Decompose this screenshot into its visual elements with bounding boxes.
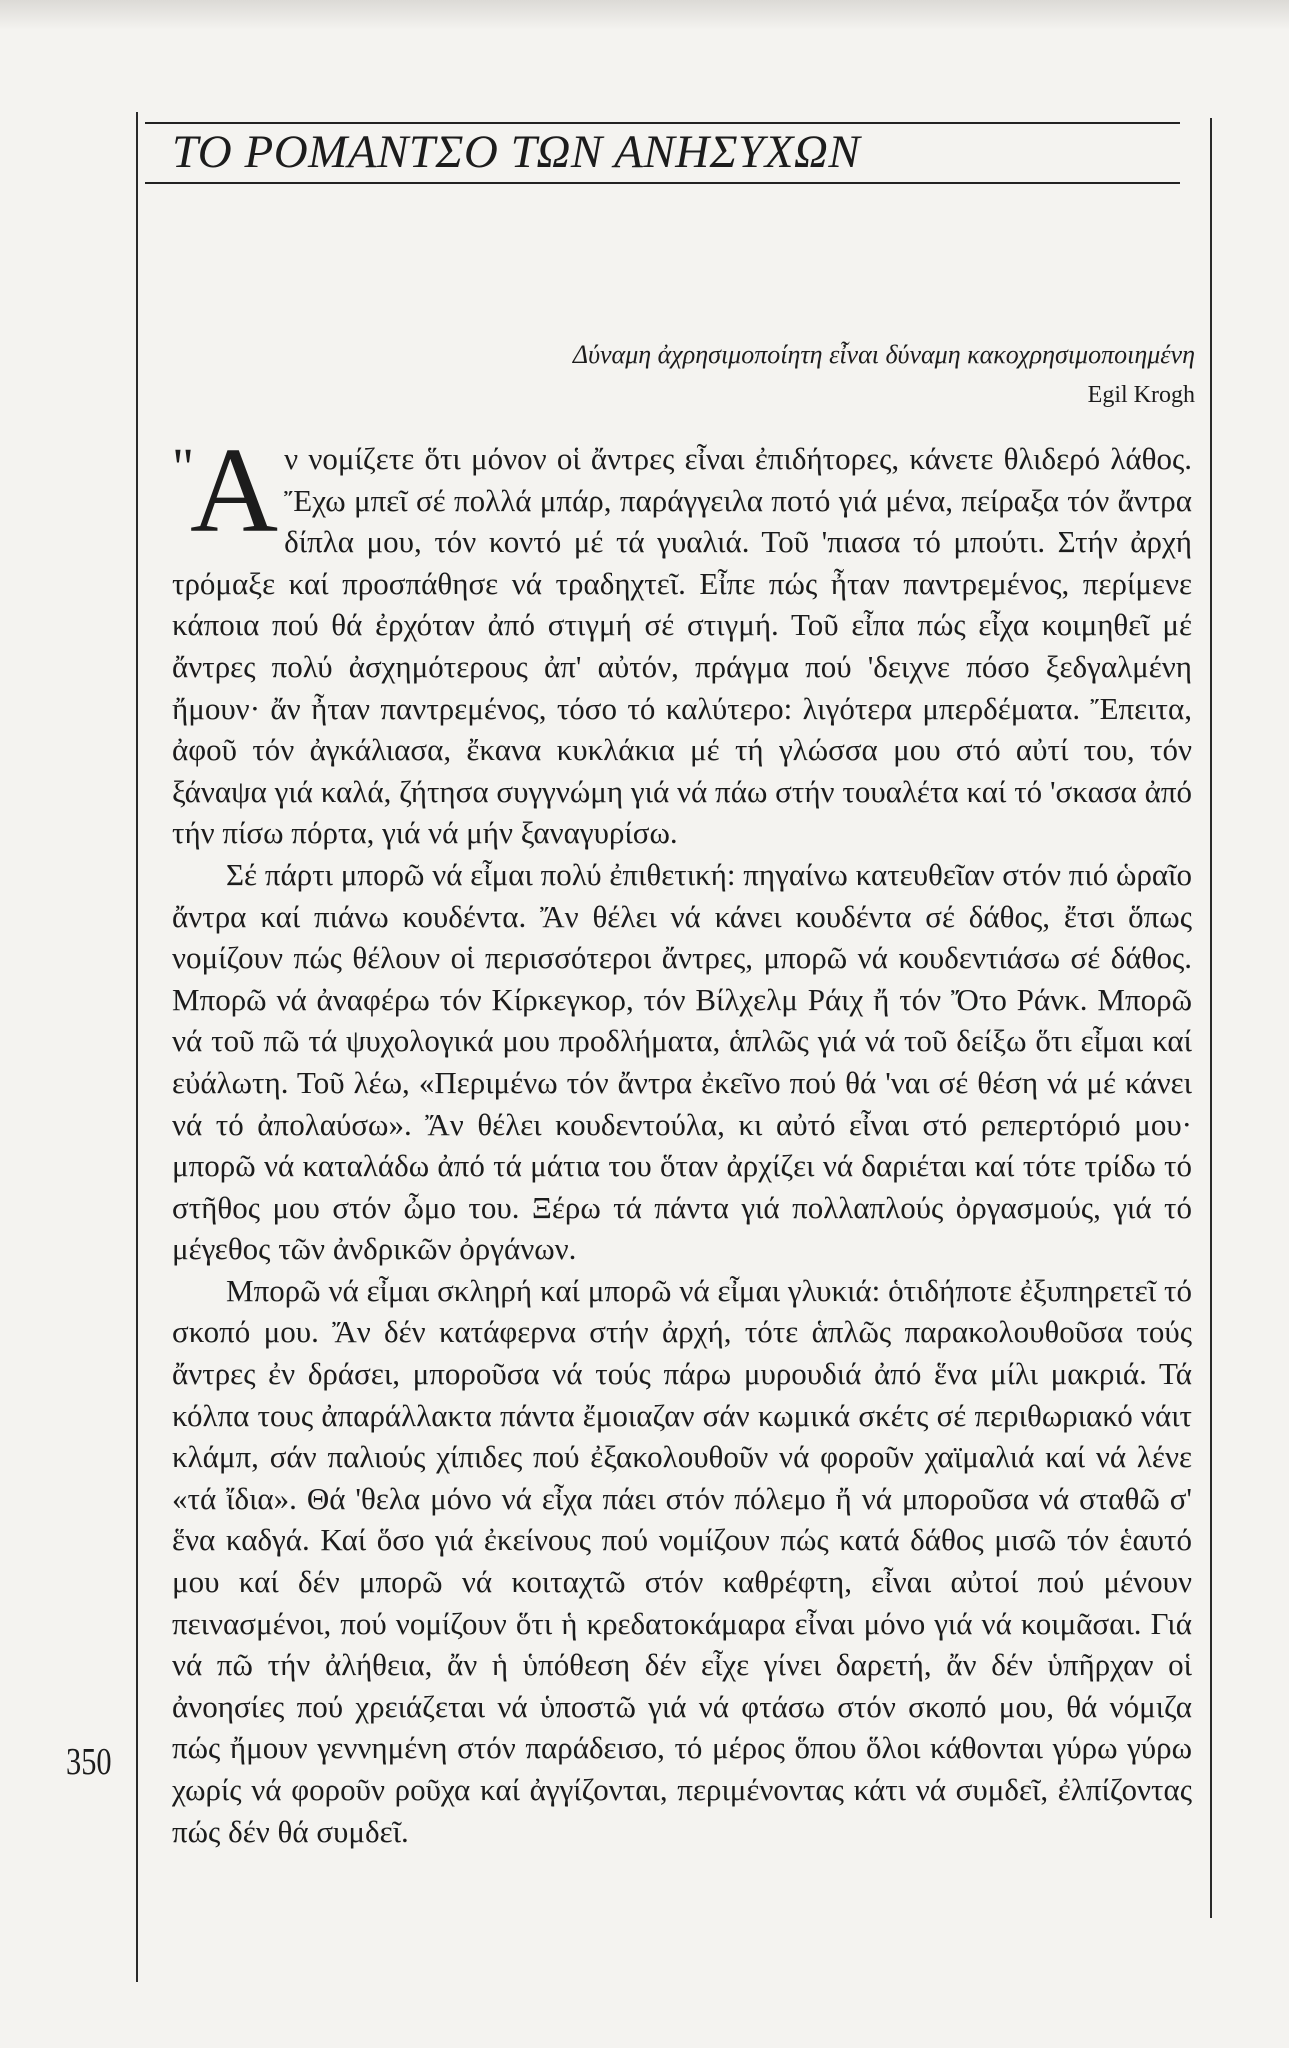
epigraph-author: Egil Krogh — [1087, 382, 1195, 408]
body-text — [172, 423, 1192, 1852]
header-rule-bottom — [145, 182, 1180, 184]
paragraph-3: Μπορῶ νά εἶμαι σκληρή καί μπορῶ νά εἶμαι γλυκιά: ὁτιδήποτε ἐξυπηρετεῖ τό σκοπό μου. Ἄν δέν κατάφερνα στήν ἀρχή, τότε ἁπλῶς παρακολουθοῦσα τούς ἄντρες ἐν δράσει, μποροῦσα νά τούς πάρω μυρουδιά ἀπό ἕνα μίλι μακριά. Τά κόλπα τους ἀπαράλλακτα πάντα ἔμοιαζαν σάν κωμικά σκέτς σέ περιθωριακό νάιτ κλάμπ, σάν παλιούς χίπιδες πού ἐξακολουθοῦν νά φοροῦν χαϊμαλιά καί νά λένε «τά ἴδια». Θά 'θελα μόνο νά εἶχα πάει στόν πόλεμο ἤ νά μποροῦσα νά σταθῶ σ' ἕνα καδγά. Καί ὅσο γιά ἐκείνους πού νομίζουν πώς κατά δάθος μισῶ τόν ἑαυτό μου καί δέν μπορῶ νά κοιταχτῶ στόν καθρέφτη, εἶναι αὐτοί πού μένουν πεινασμένοι, πού νομίζουν ὅτι ἡ κρεδατοκάμαρα εἶναι μόνο γιά νά κοιμᾶσαι. Γιά νά πῶ τήν ἀλήθεια, ἄν ἡ ὑπόθεση δέν εἶχε γίνει δαρετή, ἄν δέν ὑπῆρχαν οἱ ἀνοησίες πού χρειάζεται νά ὑποστῶ γιά νά φτάσω στόν σκοπό μου, θά νόμιζα πώς ἤμουν γεννημένη στόν παράδεισο, τό μέρος ὅπου ὅλοι κάθονται γύρω γύρω χωρίς νά φοροῦν ροῦχα καί ἀγγίζονται, περιμένοντας κάτι νά συμδεῖ, ἐλπίζοντας πώς δέν θά συμδεῖ. — [172, 1272, 1192, 1849]
drop-cap-letter: Α — [190, 423, 279, 558]
scan-shadow — [0, 0, 1289, 30]
drop-cap — [172, 423, 279, 558]
paragraph-1 — [172, 423, 1192, 854]
running-title: ΤΟ ΡΟΜΑΝΤΣΟ ΤΩΝ ΑΝΗΣΥΧΩΝ — [172, 126, 861, 178]
paragraph-2: Σέ πάρτι μπορῶ νά εἶμαι πολύ ἐπιθετική: πηγαίνω κατευθεῖαν στόν πιό ὡραῖο ἄντρα καί πιάνω κουδέντα. Ἄν θέλει νά κάνει κουδέντα σέ δάθος, ἔτσι ὅπως νομίζουν πώς θέλουν οἱ περισσότεροι ἄντρες, μπορῶ νά κουδεντιάσω σέ δάθος. Μπορῶ νά ἀναφέρω τόν Κίρκεγκορ, τόν Βίλχελμ Ράιχ ἤ τόν Ὄτο Ράνκ. Μπορῶ νά τοῦ πῶ τά ψυχολογικά μου προδλήματα, ἁπλῶς γιά νά τοῦ δείξω ὅτι εἶμαι καί εὐάλωτη. Τοῦ λέω, «Περιμένω τόν ἄντρα ἐκεῖνο πού θά 'ναι σέ θέση νά μέ κάνει νά τό ἀπολαύσω». Ἄν θέλει κουδεντούλα, κι αὐτό εἶναι στό ρεπερτόριό μου· μπορῶ νά καταλάδω ἀπό τά μάτια του ὅταν ἀρχίζει νά δαριέται καί τότε τρίδω τό στῆθος μου στόν ὦμο του. Ξέρω τά πάντα γιά πολλαπλούς ὀργασμούς, γιά τό μέγεθος τῶν ἀνδρικῶν ὀργάνων. — [172, 856, 1192, 1267]
drop-cap-quote: " — [172, 437, 195, 497]
epigraph-quote: Δύναμη ἀχρησιμοποίητη εἶναι δύναμη κακοχρησιμοποιημένη — [572, 340, 1195, 369]
page-number: 350 — [66, 1741, 112, 1783]
left-margin-rule — [136, 112, 138, 1982]
paragraph-1-text: ν νομίζετε ὅτι μόνον οἱ ἄντρες εἶναι ἐπιδήτορες, κάνετε θλιδερό λάθος. Ἔχω μπεῖ σέ πολλά μπάρ, παράγγειλα ποτό γιά μένα, πείραξα τόν ἄντρα δίπλα μου, τόν κοντό μέ τά γυαλιά. Τοῦ 'πιασα τό μπούτι. Στήν ἀρχή τρόμαξε καί προσπάθησε νά τραδηχτεῖ. Εἶπε πώς ἦταν παντρεμένος, περίμενε κάποια πού θά ἐρχόταν ἀπό στιγμή σέ στιγμή. Τοῦ εἶπα πώς εἶχα κοιμηθεῖ μέ ἄντρες πολύ ἀσχημότερους ἀπ' αὐτόν, πράγμα πού 'δειχνε πόσο ξεδγαλμένη ἤμουν· ἄν ἦταν παντρεμένος, τόσο τό καλύτερο: λιγότερα μπερδέματα. Ἔπειτα, ἀφοῦ τόν ἀγκάλιασα, ἔκανα κυκλάκια μέ τή γλώσσα μου στό αὐτί του, τόν ξάναψα γιά καλά, ζήτησα συγγνώμη γιά νά πάω στήν τουαλέτα καί τό 'σκασα ἀπό τήν πίσω πόρτα, γιά νά μήν ξαναγυρίσω. — [172, 441, 1192, 851]
right-margin-rule — [1210, 118, 1212, 1918]
